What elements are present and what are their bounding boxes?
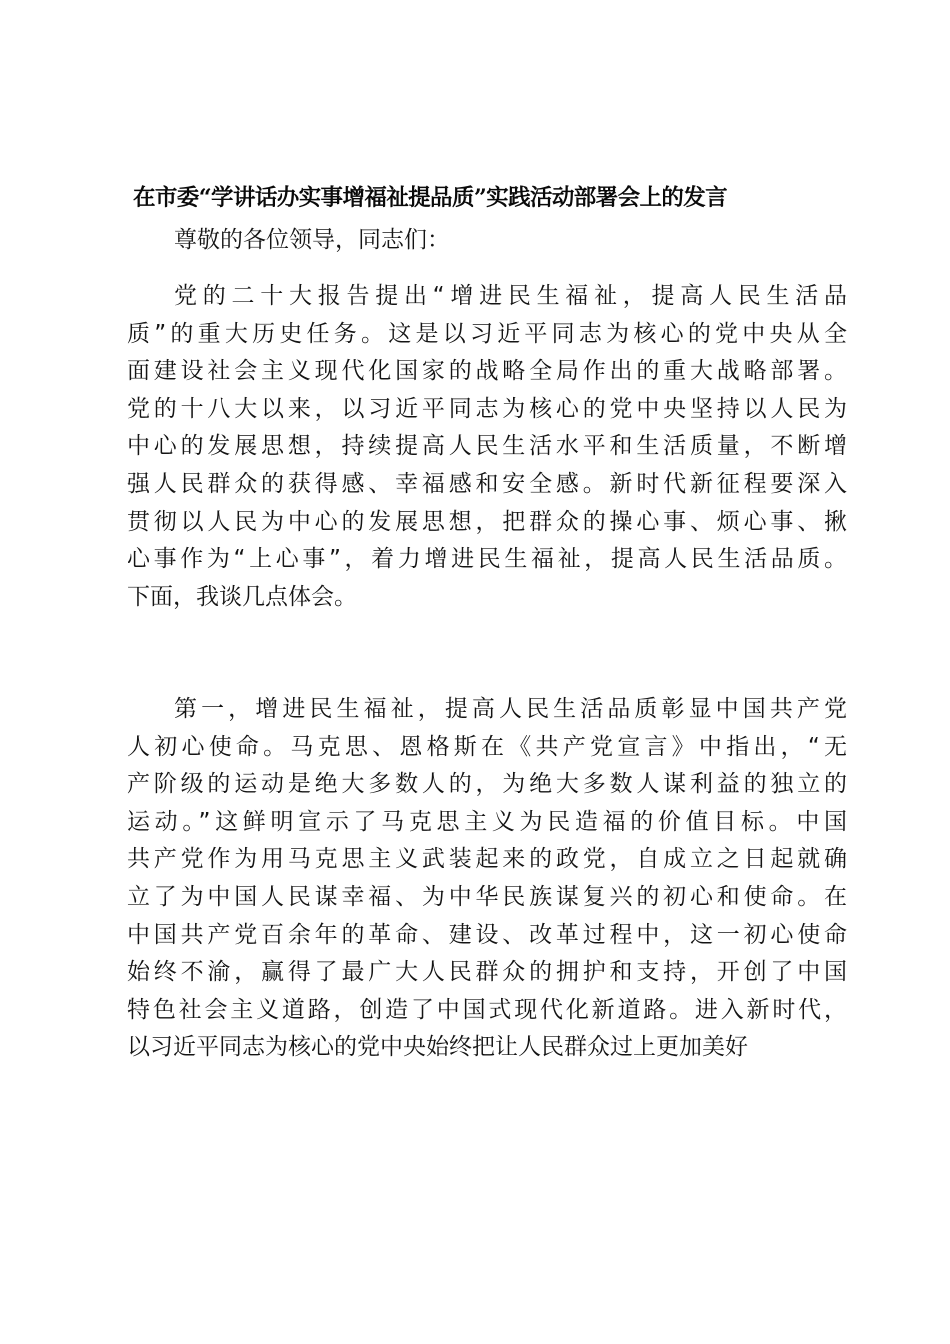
paragraph-line: 党的十八大以来，以习近平同志为核心的党中央坚持以人民为: [127, 395, 847, 422]
paragraph-2: [127, 691, 847, 1067]
paragraph-line: 贯彻以人民为中心的发展思想，把群众的操心事、烦心事、揪: [127, 508, 847, 535]
salutation: 尊敬的各位领导，同志们：: [174, 227, 450, 253]
paragraph-line: 下面，我谈几点体会。: [127, 583, 357, 610]
paragraph-line: 特色社会主义道路，创造了中国式现代化新道路。进入新时代，: [127, 996, 847, 1023]
paragraph-line: 中国共产党百余年的革命、建设、改革过程中，这一初心使命: [127, 921, 847, 948]
paragraph-line: 第一，增进民生福祉，提高人民生活品质彰显中国共产党: [174, 696, 847, 722]
paragraph-line: 心事作为“上心事”，着力增进民生福祉，提高人民生活品质。: [127, 546, 847, 573]
paragraph-line: 立了为中国人民谋幸福、为中华民族谋复兴的初心和使命。在: [127, 883, 847, 910]
salutation-block: [127, 222, 847, 260]
paragraph-line: 党的二十大报告提出“增进民生福祉，提高人民生活品: [174, 283, 847, 309]
paragraph-line: 质”的重大历史任务。这是以习近平同志为核心的党中央从全: [127, 320, 847, 347]
paragraph-1: [127, 278, 847, 616]
paragraph-line: 始终不渝，赢得了最广大人民群众的拥护和支持，开创了中国: [127, 959, 847, 986]
paragraph-line: 中心的发展思想，持续提高人民生活水平和生活质量，不断增: [127, 433, 847, 460]
paragraph-line: 人初心使命。马克思、恩格斯在《共产党宣言》中指出，“无: [127, 733, 847, 760]
paragraph-line: 共产党作为用马克思主义武装起来的政党，自成立之日起就确: [127, 846, 847, 873]
paragraph-line: 运动。”这鲜明宣示了马克思主义为民造福的价值目标。中国: [127, 808, 847, 835]
paragraph-line: 产阶级的运动是绝大多数人的，为绝大多数人谋利益的独立的: [127, 771, 847, 798]
paragraph-line: 以习近平同志为核心的党中央始终把让人民群众过上更加美好: [127, 1034, 748, 1061]
paragraph-line: 强人民群众的获得感、幸福感和安全感。新时代新征程要深入: [127, 470, 847, 497]
document-title: 在市委“学讲话办实事增福祉提品质”实践活动部署会上的发言: [133, 185, 728, 211]
paragraph-line: 面建设社会主义现代化国家的战略全局作出的重大战略部署。: [127, 358, 847, 385]
